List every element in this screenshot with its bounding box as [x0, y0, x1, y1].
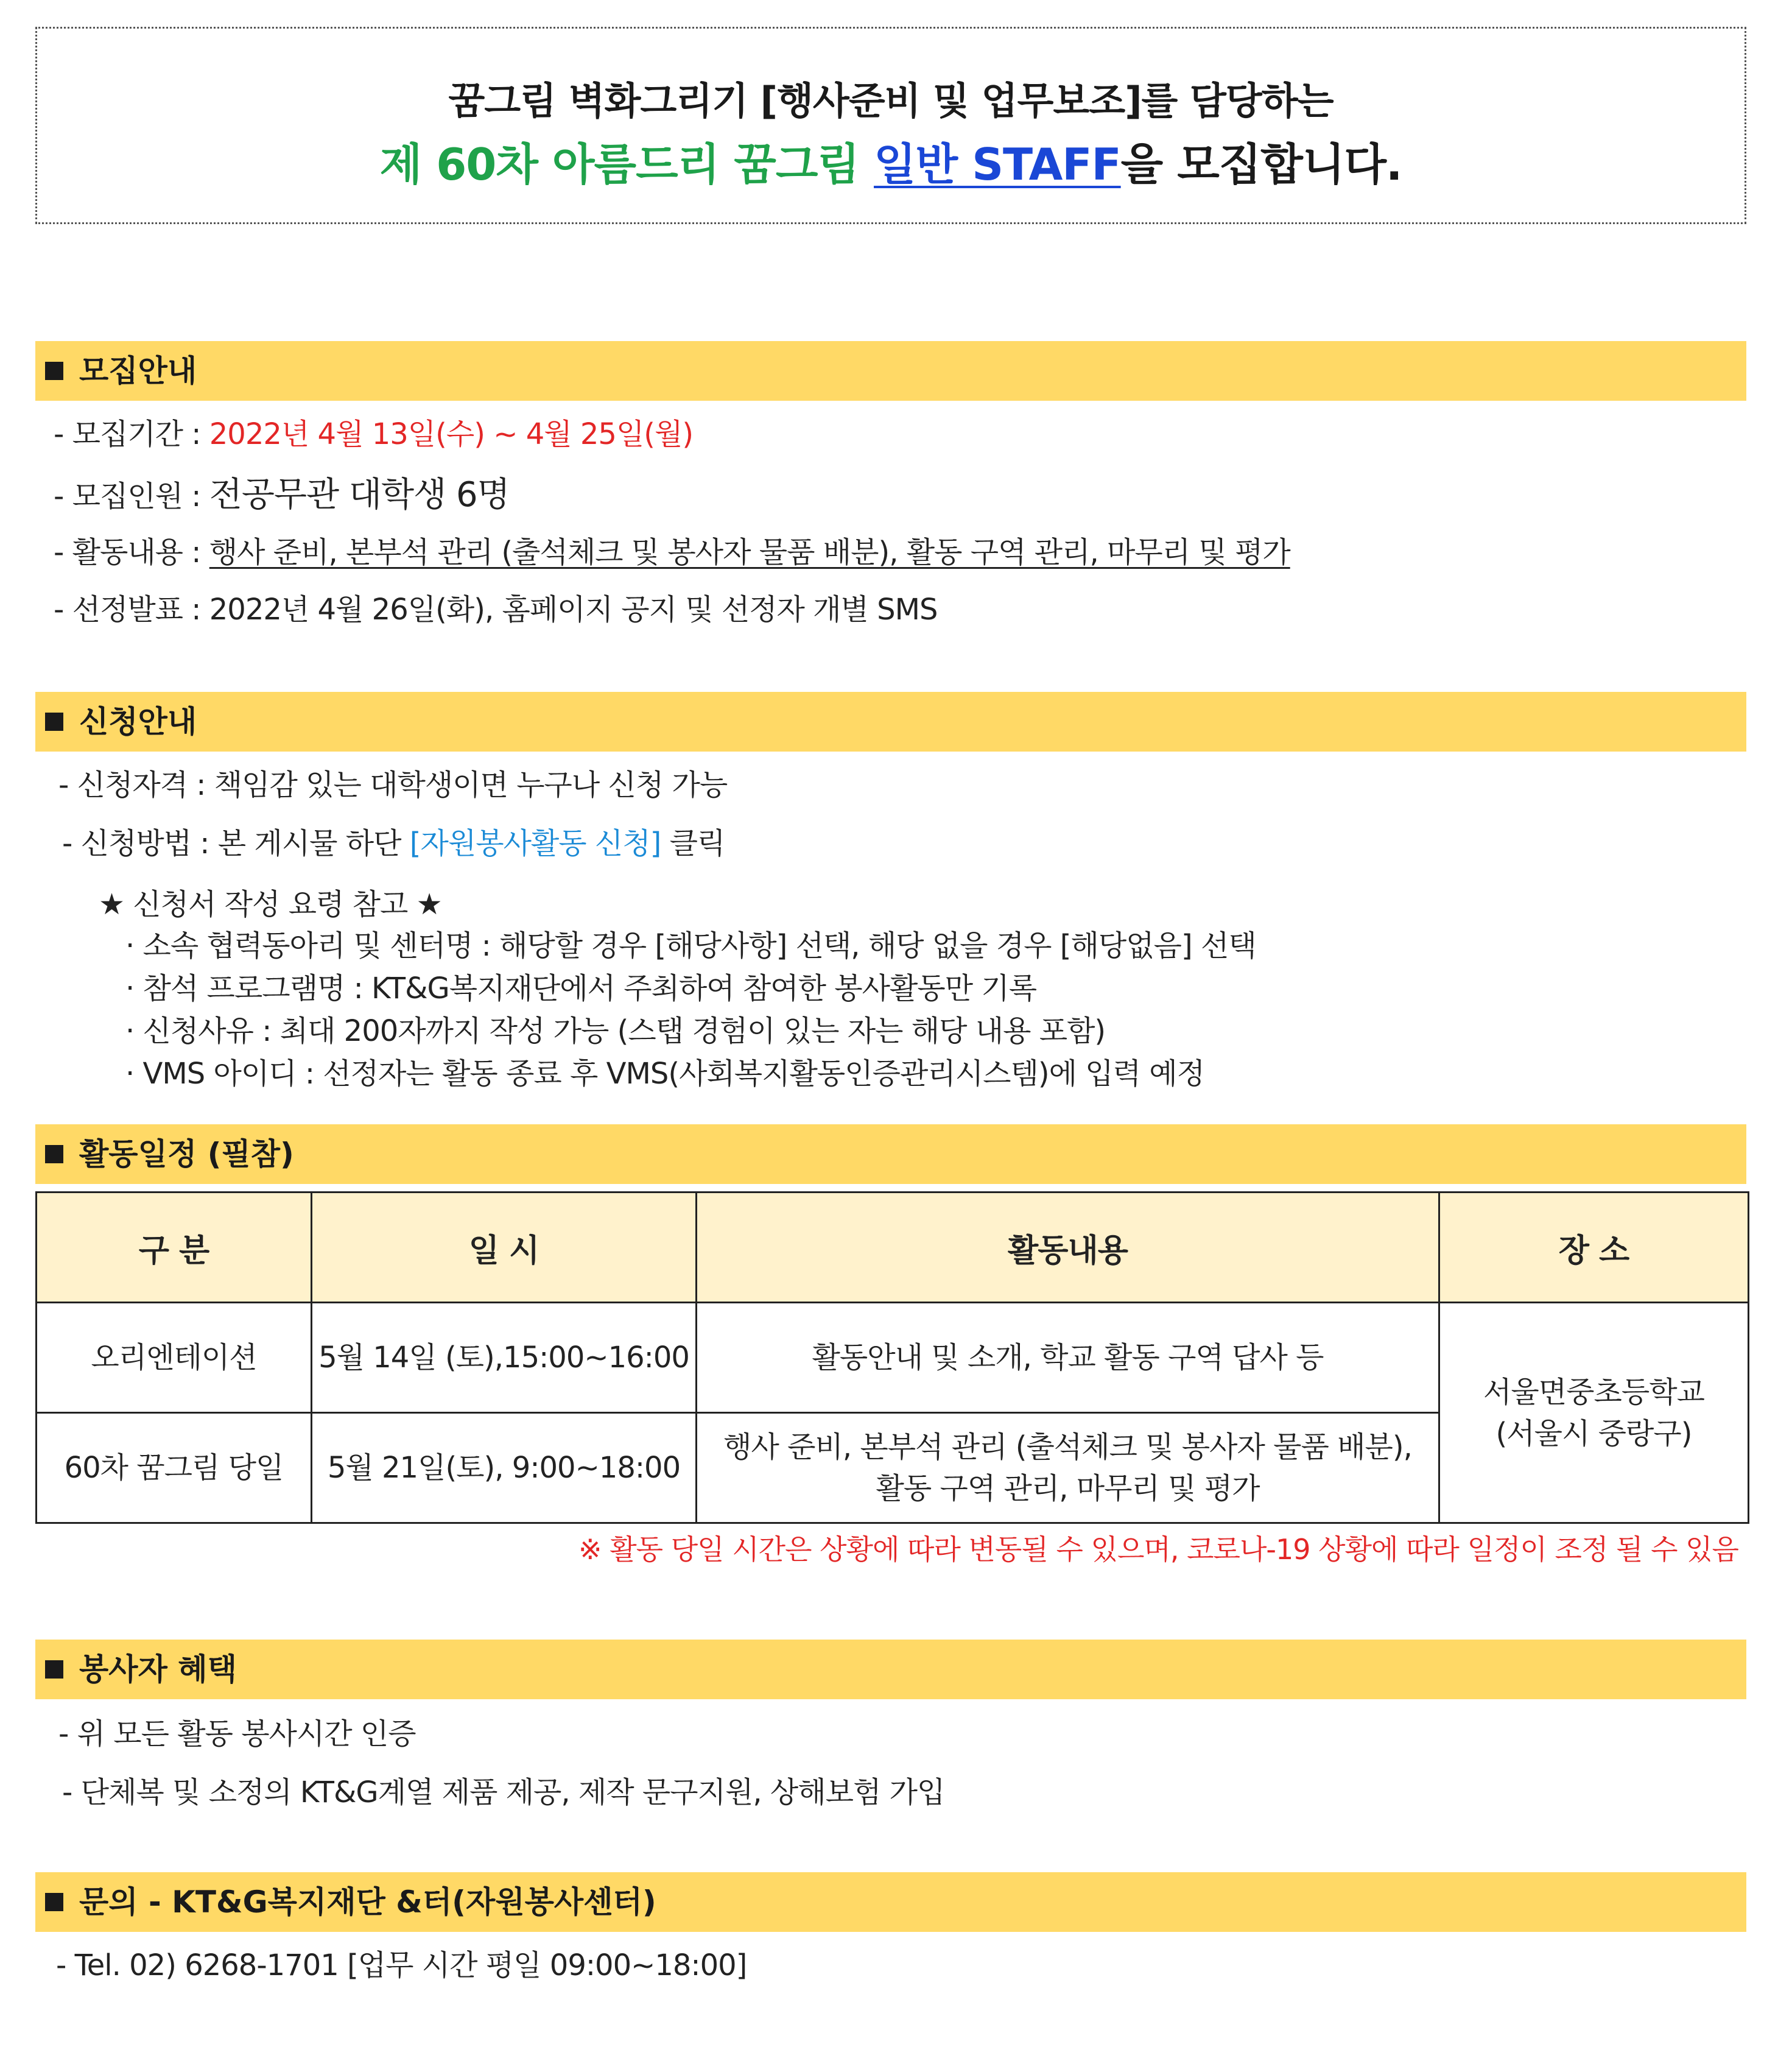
table-header-row [37, 1193, 1749, 1303]
table-cell-datetime: 5월 14일 (토),15:00~16:00 [312, 1303, 697, 1413]
section-title-benefits: 봉사자 혜택 [79, 1652, 237, 1687]
section-bar-benefits [35, 1640, 1746, 1699]
header-green-text: 제 60차 아름드리 꿈그림 [379, 139, 859, 190]
table-cell-place [1439, 1303, 1749, 1523]
section-title-recruit: 모집안내 [79, 353, 197, 389]
table-header-cell: 구 분 [37, 1193, 312, 1303]
section-title-apply: 신청안내 [79, 704, 197, 739]
apply-tip-item: · 참석 프로그램명 : KT&G복지재단에서 주최하여 참여한 봉사활동만 기록 [125, 971, 1037, 1006]
table-row [37, 1303, 1749, 1413]
section-bar-schedule [35, 1124, 1746, 1184]
contact-tel: - Tel. 02) 6268-1701 [업무 시간 평일 09:00~18:00] [56, 1948, 747, 1982]
schedule-table [35, 1191, 1749, 1524]
section-bar-apply [35, 692, 1746, 752]
apply-qualification: - 신청자격 : 책임감 있는 대학생이면 누구나 신청 가능 [58, 768, 728, 802]
section-title-contact: 문의 - KT&G복지재단 &터(자원봉사센터) [79, 1884, 656, 1920]
benefit-item: - 위 모든 활동 봉사시간 인증 [58, 1717, 416, 1751]
section-bar-contact [35, 1872, 1746, 1932]
table-header-cell: 일 시 [312, 1193, 697, 1303]
benefit-item: - 단체복 및 소정의 KT&G계열 제품 제공, 제작 문구지원, 상해보험 가입 [62, 1775, 945, 1809]
recruit-announce: - 선정발표 : 2022년 4월 26일(화), 홈페이지 공지 및 선정자 개별 SMS [54, 593, 938, 627]
schedule-note: ※ 활동 당일 시간은 상황에 따라 변동될 수 있으며, 코로나-19 상황에 따라 일정이 조정 될 수 있음 [578, 1533, 1738, 1566]
apply-method: - 신청방법 : 본 게시물 하단 [자원봉사활동 신청] 클릭 [62, 826, 725, 861]
place-name: 서울면중초등학교 [1483, 1375, 1704, 1409]
table-header-cell: 장 소 [1439, 1193, 1749, 1303]
recruit-period: - 모집기간 : 2022년 4월 13일(수) ~ 4월 25일(월) [54, 417, 694, 451]
square-bullet-icon [45, 1893, 63, 1911]
square-bullet-icon [45, 713, 63, 731]
apply-tip-item: · VMS 아이디 : 선정자는 활동 종료 후 VMS(사회복지활동인증관리시스템)에 입력 예정 [125, 1057, 1204, 1091]
table-cell-category: 60차 꿈그림 당일 [37, 1413, 312, 1523]
table-cell-content: 활동안내 및 소개, 학교 활동 구역 답사 등 [697, 1303, 1439, 1413]
header-line2 [35, 129, 1746, 192]
square-bullet-icon [45, 1660, 63, 1679]
recruit-activity-value: 행사 준비, 본부석 관리 (출석체크 및 봉사자 물품 배분), 활동 구역 관리, 마무리 및 평가 [209, 535, 1290, 569]
table-cell-content: 행사 준비, 본부석 관리 (출석체크 및 봉사자 물품 배분), 활동 구역 관리, 마무리 및 평가 [697, 1413, 1439, 1523]
header-line1: 꿈그림 벽화그리기 [행사준비 및 업무보조]를 담당하는 [448, 79, 1333, 123]
table-cell-category: 오리엔테이션 [37, 1303, 312, 1413]
section-title-schedule: 활동일정 (필참) [79, 1136, 294, 1172]
place-region: (서울시 중랑구) [1495, 1416, 1692, 1451]
apply-tip-item: · 소속 협력동아리 및 센터명 : 해당할 경우 [해당사항] 선택, 해당 없을 경우 [해당없음] 선택 [125, 929, 1256, 963]
square-bullet-icon [45, 362, 63, 380]
recruit-people-value: 전공무관 대학생 6명 [209, 475, 510, 515]
recruit-activity: - 활동내용 : 행사 준비, 본부석 관리 (출석체크 및 봉사자 물품 배분), 활동 구역 관리, 마무리 및 평가 [54, 535, 1290, 569]
apply-tips-title: ★ 신청서 작성 요령 참고 ★ [99, 887, 442, 921]
table-cell-datetime: 5월 21일(토), 9:00~18:00 [312, 1413, 697, 1523]
recruit-period-value: 2022년 4월 13일(수) ~ 4월 25일(월) [209, 417, 694, 451]
apply-method-link[interactable]: [자원봉사활동 신청] [409, 826, 661, 861]
square-bullet-icon [45, 1145, 63, 1163]
header-rest-text: 을 모집합니다. [1120, 139, 1402, 190]
recruit-people: - 모집인원 : 전공무관 대학생 6명 [54, 475, 510, 515]
apply-tip-item: · 신청사유 : 최대 200자까지 작성 가능 (스탭 경험이 있는 자는 해당 내용 포함) [125, 1014, 1106, 1048]
section-bar-recruit [35, 341, 1746, 401]
header-box [35, 27, 1746, 224]
table-header-cell: 활동내용 [697, 1193, 1439, 1303]
header-staff-text: 일반 STAFF [874, 139, 1121, 190]
